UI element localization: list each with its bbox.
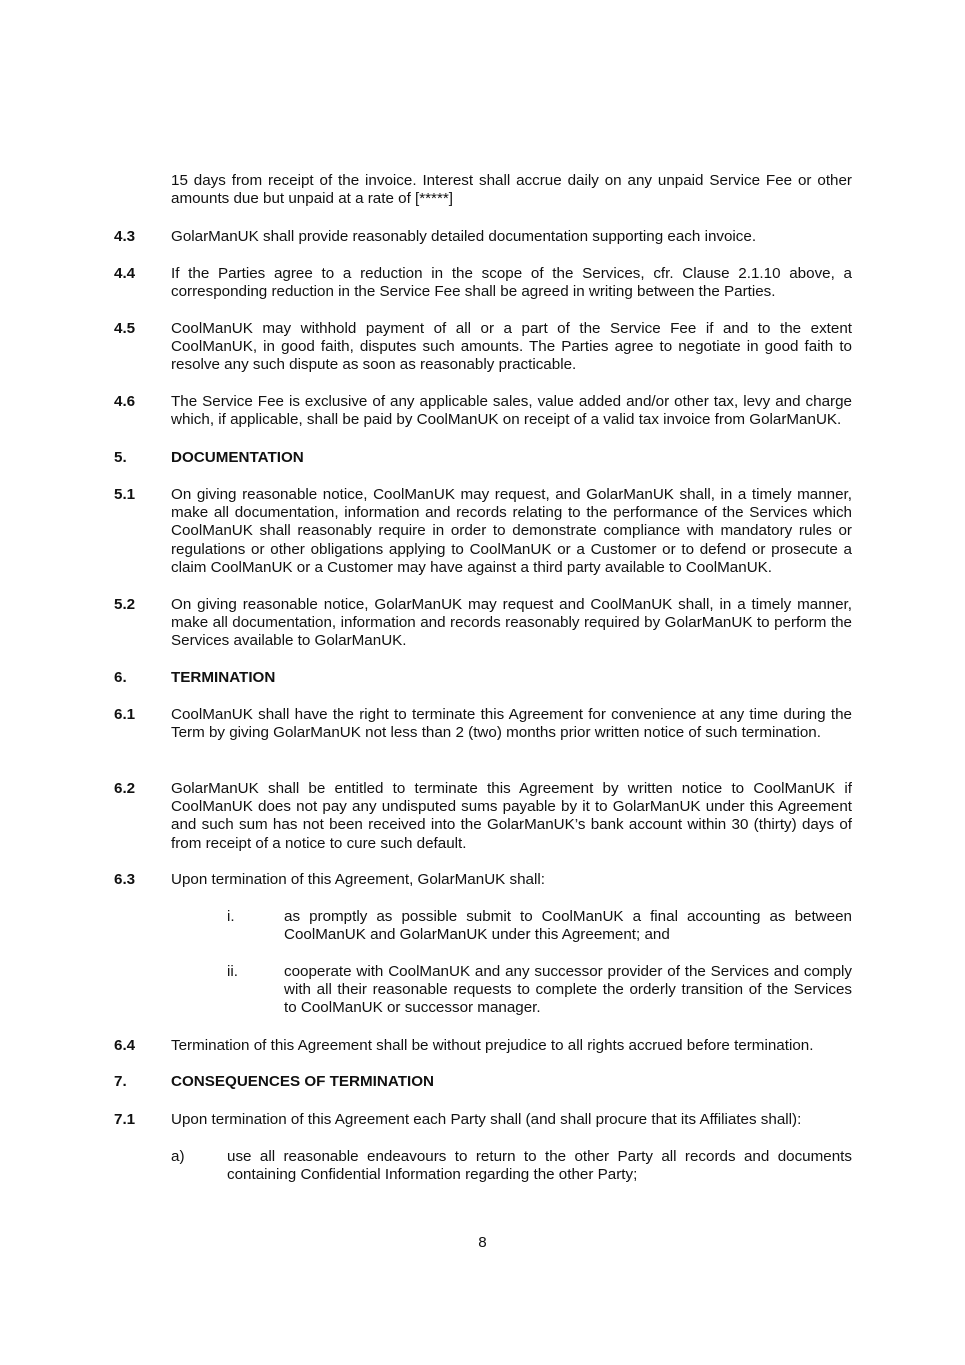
clause-6-3-i-number: i. (227, 908, 235, 925)
clause-7-1-a-text: use all reasonable endeavours to return to the other Party all records and documents containing Confidential Information regarding the other Party; (227, 1148, 852, 1184)
section-6-heading: TERMINATION (171, 669, 276, 686)
clause-6-3-i-text: as promptly as possible submit to CoolManUK a final accounting as between CoolManUK and GolarManUK under this Agreement; and (284, 908, 852, 944)
clause-7-1-a-number: a) (171, 1148, 185, 1165)
clause-5-2-number: 5.2 (114, 596, 136, 613)
clause-4-3-number: 4.3 (114, 228, 136, 245)
clause-6-2-text: GolarManUK shall be entitled to terminate this Agreement by written notice to CoolManUK if CoolManUK does not pay any undisputed sums payable by it to GolarManUK under this Agreement and such sum has not been received into the GolarManUK’s bank account within 30 (thirty) days of from receipt of a notice to cure such default. (171, 780, 852, 852)
page-number: 8 (478, 1234, 487, 1251)
clause-6-1-number: 6.1 (114, 706, 136, 723)
clause-5-1-text: On giving reasonable notice, CoolManUK may request, and GolarManUK shall, in a timely manner, make all documentation, information and records relating to the performance of the Services which CoolManUK shall reasonably require in order to demonstrate compliance with mandatory rules or regulations or other obligations applying to CoolManUK or a Customer or to defend or prosecute a claim CoolManUK or a Customer may have against a third party available to CoolManUK. (171, 486, 852, 576)
clause-4-6-text: The Service Fee is exclusive of any applicable sales, value added and/or other tax, levy and charge which, if applicable, shall be paid by CoolManUK on receipt of a valid tax invoice from GolarManUK. (171, 393, 852, 429)
clause-6-3-text: Upon termination of this Agreement, GolarManUK shall: (171, 871, 545, 888)
clause-4-5-number: 4.5 (114, 320, 136, 337)
clause-7-1-text: Upon termination of this Agreement each Party shall (and shall procure that its Affiliates shall): (171, 1111, 802, 1128)
clause-6-3-ii-number: ii. (227, 963, 238, 980)
clause-5-1-number: 5.1 (114, 486, 136, 503)
section-7-heading: CONSEQUENCES OF TERMINATION (171, 1073, 434, 1090)
clause-4-3-text: GolarManUK shall provide reasonably detailed documentation supporting each invoice. (171, 228, 757, 245)
clause-6-3-number: 6.3 (114, 871, 136, 888)
clause-5-2-text: On giving reasonable notice, GolarManUK may request and CoolManUK shall, in a timely manner, make all documentation, information and records reasonably required by GolarManUK to perform the Services available to GolarManUK. (171, 596, 852, 650)
clause-6-2-number: 6.2 (114, 780, 136, 797)
clause-7-1-number: 7.1 (114, 1111, 136, 1128)
clause-4-5-text: CoolManUK may withhold payment of all or a part of the Service Fee if and to the extent CoolManUK, in good faith, disputes such amounts. The Parties agree to negotiate in good faith to resolve any such dispute as soon as reasonably practicable. (171, 320, 852, 374)
clause-6-3-ii-text: cooperate with CoolManUK and any successor provider of the Services and comply with all their reasonable requests to complete the orderly transition of the Services to CoolManUK or successor manager. (284, 963, 852, 1017)
continuation-paragraph: 15 days from receipt of the invoice. Interest shall accrue daily on any unpaid Service Fee or other amounts due but unpaid at a rate of [*****] (171, 172, 852, 208)
section-6-number: 6. (114, 669, 127, 686)
clause-6-4-number: 6.4 (114, 1037, 136, 1054)
clause-4-4-number: 4.4 (114, 265, 136, 282)
clause-4-6-number: 4.6 (114, 393, 136, 410)
section-5-number: 5. (114, 449, 127, 466)
section-5-heading: DOCUMENTATION (171, 449, 304, 466)
clause-4-4-text: If the Parties agree to a reduction in the scope of the Services, cfr. Clause 2.1.10 above, a corresponding reduction in the Service Fee shall be agreed in writing between the Parties. (171, 265, 852, 301)
section-7-number: 7. (114, 1073, 127, 1090)
clause-6-4-text: Termination of this Agreement shall be without prejudice to all rights accrued before termination. (171, 1037, 814, 1054)
clause-6-1-text: CoolManUK shall have the right to terminate this Agreement for convenience at any time during the Term by giving GolarManUK not less than 2 (two) months prior written notice of such termination. (171, 706, 852, 742)
